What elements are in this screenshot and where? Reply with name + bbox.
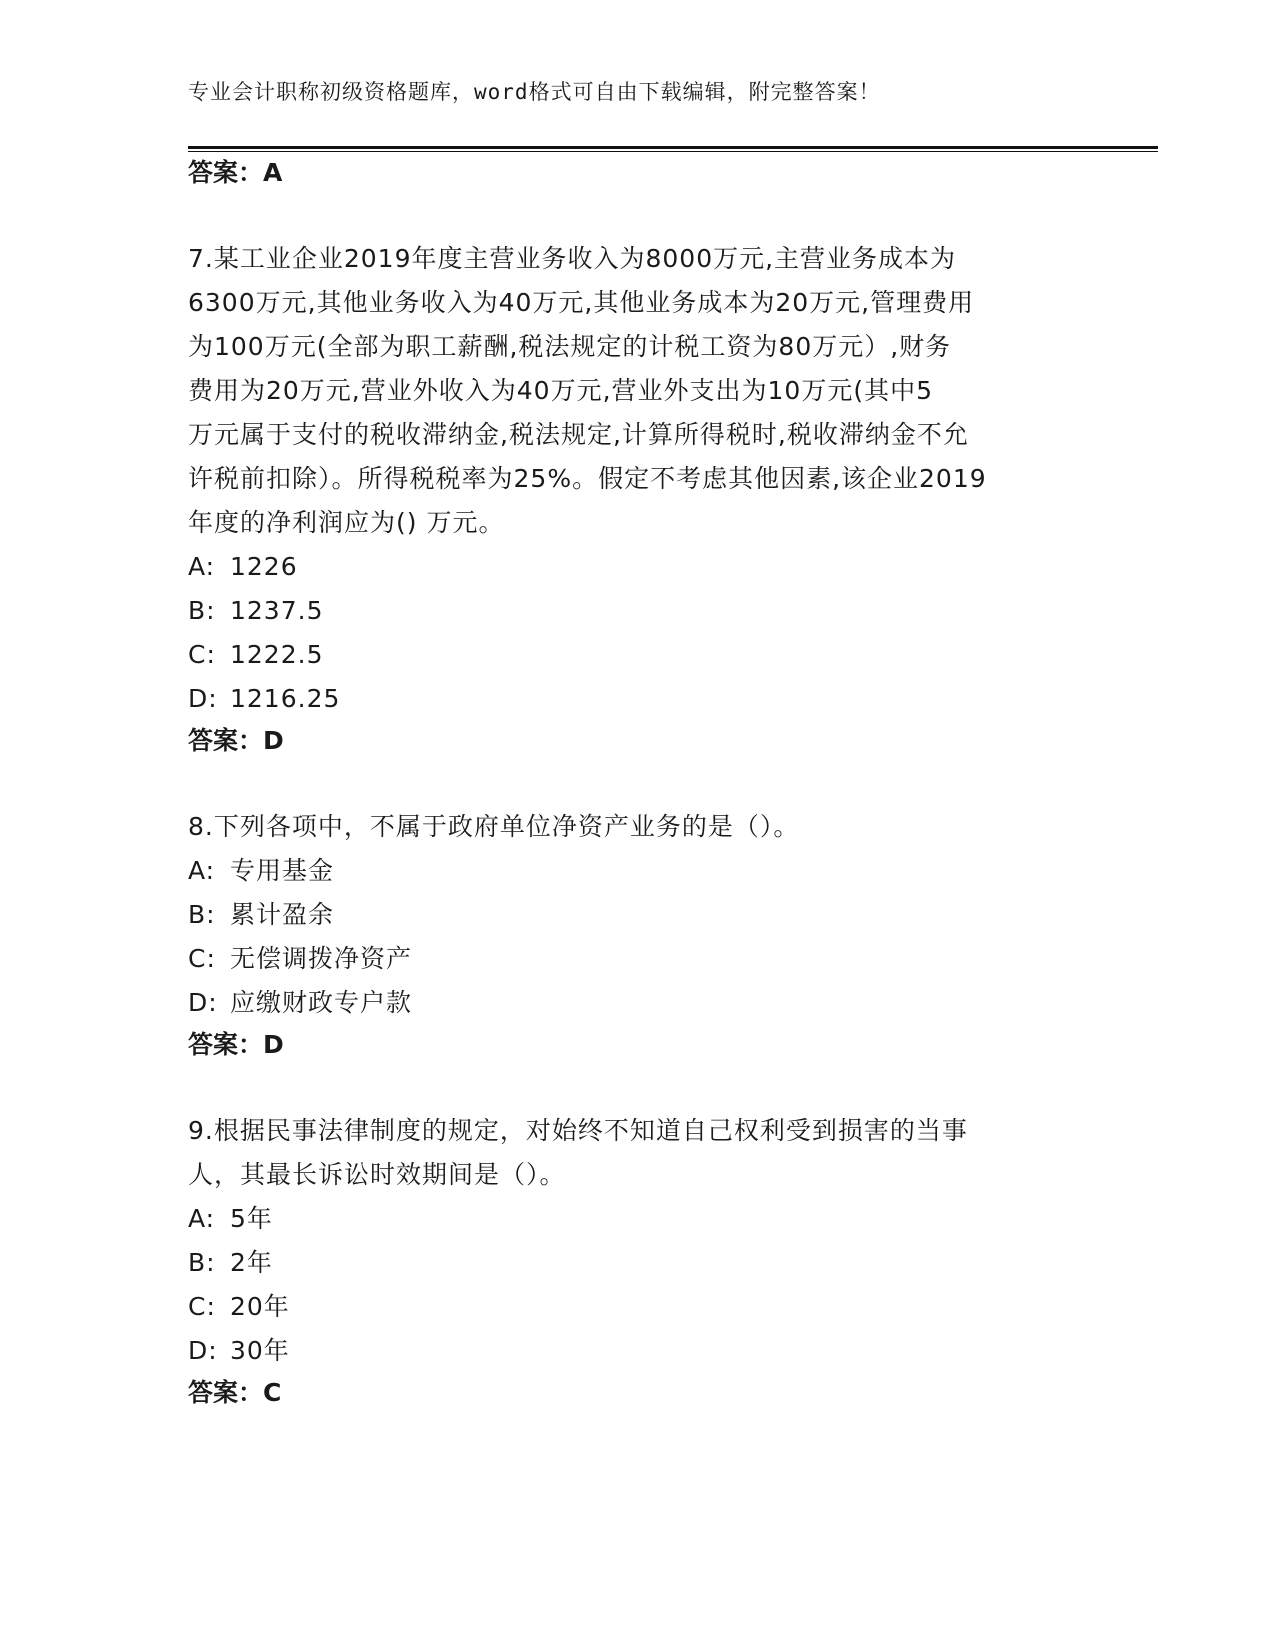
option-label: C: [188, 1292, 216, 1321]
option-b [188, 596, 323, 626]
question-line: 万元属于支付的税收滞纳金,税法规定,计算所得税时,税收滞纳金不允 [188, 420, 969, 449]
option-label: B: [188, 1248, 216, 1277]
option-d [188, 1336, 290, 1366]
option-a [188, 1204, 273, 1234]
question-line: 许税前扣除）。所得税税率为25%。假定不考虑其他因素,该企业2019 [188, 464, 987, 493]
option-label: A: [188, 552, 216, 581]
page-header: 专业会计职称初级资格题库，word格式可自由下载编辑，附完整答案！ [188, 80, 881, 104]
question-line: 6300万元,其他业务收入为40万元,其他业务成本为20万元,管理费用 [188, 288, 975, 317]
option-text: 1222.5 [230, 640, 324, 669]
header-rule-thin [188, 151, 1158, 152]
option-text: 1237.5 [230, 596, 324, 625]
question-line: 费用为20万元,营业外收入为40万元,营业外支出为10万元(其中5 [188, 376, 933, 405]
option-d [188, 988, 412, 1018]
option-text: 应缴财政专户款 [230, 988, 413, 1017]
option-text: 无偿调拨净资产 [230, 944, 413, 973]
option-c [188, 640, 323, 670]
option-label: A: [188, 1204, 216, 1233]
question-line: 9.根据民事法律制度的规定，对始终不知道自己权利受到损害的当事 [188, 1116, 968, 1145]
option-label: B: [188, 596, 216, 625]
question-line: 7.某工业企业2019年度主营业务收入为8000万元,主营业务成本为 [188, 244, 957, 273]
option-text: 1216.25 [230, 684, 341, 713]
answer: 答案：D [188, 726, 284, 755]
answer: 答案：D [188, 1030, 284, 1059]
option-label: D: [188, 684, 218, 713]
question-line: 8.下列各项中，不属于政府单位净资产业务的是（）。 [188, 812, 800, 841]
question-line: 人，其最长诉讼时效期间是（）。 [188, 1160, 566, 1189]
option-b [188, 900, 334, 930]
option-c [188, 1292, 290, 1322]
question-line: 年度的净利润应为() 万元。 [188, 508, 505, 537]
option-a [188, 856, 334, 886]
option-label: C: [188, 640, 216, 669]
option-c [188, 944, 412, 974]
option-label: A: [188, 856, 216, 885]
option-label: D: [188, 1336, 218, 1365]
option-text: 1226 [230, 552, 298, 581]
option-text: 20年 [230, 1292, 290, 1321]
option-text: 专用基金 [230, 856, 335, 885]
previous-answer: 答案：A [188, 158, 283, 187]
question-line: 为100万元(全部为职工薪酬,税法规定的计税工资为80万元）,财务 [188, 332, 952, 361]
answer: 答案：C [188, 1378, 282, 1407]
option-a [188, 552, 298, 582]
option-label: C: [188, 944, 216, 973]
option-label: B: [188, 900, 216, 929]
option-text: 30年 [230, 1336, 290, 1365]
option-text: 累计盈余 [230, 900, 335, 929]
option-b [188, 1248, 273, 1278]
option-label: D: [188, 988, 218, 1017]
option-text: 2年 [230, 1248, 273, 1277]
option-text: 5年 [230, 1204, 273, 1233]
option-d [188, 684, 340, 714]
header-rule-thick [188, 146, 1158, 149]
